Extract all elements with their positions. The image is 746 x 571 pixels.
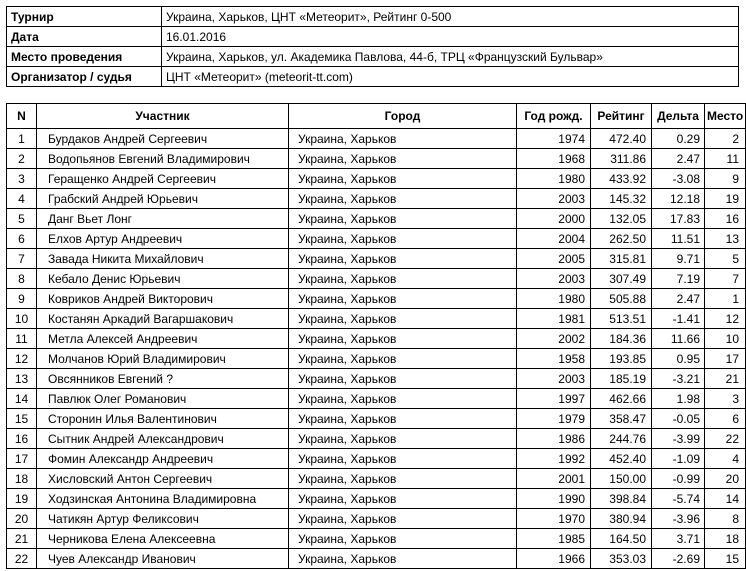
cell-place: 1 bbox=[705, 289, 746, 309]
cell-rating: 244.76 bbox=[591, 429, 652, 449]
cell-delta: 3.71 bbox=[652, 529, 705, 549]
cell-rating: 164.50 bbox=[591, 529, 652, 549]
info-row-organizer bbox=[7, 67, 739, 87]
cell-city: Украина, Харьков bbox=[289, 549, 517, 569]
table-row bbox=[7, 189, 746, 209]
cell-place: 11 bbox=[705, 149, 746, 169]
venue-value: Украина, Харьков, ул. Академика Павлова, 44-б, ТРЦ «Французский Бульвар» bbox=[162, 47, 739, 67]
header-delta: Дельта bbox=[652, 104, 705, 129]
cell-birth-year: 2003 bbox=[517, 369, 591, 389]
cell-number: 1 bbox=[7, 129, 37, 149]
cell-number: 21 bbox=[7, 529, 37, 549]
cell-birth-year: 2005 bbox=[517, 249, 591, 269]
cell-participant: Метла Алексей Андреевич bbox=[37, 329, 289, 349]
cell-number: 10 bbox=[7, 309, 37, 329]
table-row bbox=[7, 309, 746, 329]
cell-delta: -3.08 bbox=[652, 169, 705, 189]
cell-participant: Водопьянов Евгений Владимирович bbox=[37, 149, 289, 169]
cell-city: Украина, Харьков bbox=[289, 529, 517, 549]
table-row bbox=[7, 269, 746, 289]
info-row-date bbox=[7, 27, 739, 47]
cell-city: Украина, Харьков bbox=[289, 289, 517, 309]
table-row bbox=[7, 389, 746, 409]
cell-participant: Фомин Александр Андреевич bbox=[37, 449, 289, 469]
cell-number: 14 bbox=[7, 389, 37, 409]
date-value: 16.01.2016 bbox=[162, 27, 739, 47]
cell-birth-year: 1986 bbox=[517, 429, 591, 449]
cell-delta: 11.66 bbox=[652, 329, 705, 349]
cell-number: 20 bbox=[7, 509, 37, 529]
cell-place: 13 bbox=[705, 229, 746, 249]
table-row bbox=[7, 549, 746, 569]
cell-delta: -2.69 bbox=[652, 549, 705, 569]
cell-city: Украина, Харьков bbox=[289, 269, 517, 289]
cell-delta: -5.74 bbox=[652, 489, 705, 509]
cell-rating: 132.05 bbox=[591, 209, 652, 229]
cell-delta: -3.99 bbox=[652, 429, 705, 449]
cell-number: 4 bbox=[7, 189, 37, 209]
cell-participant: Сторонин Илья Валентинович bbox=[37, 409, 289, 429]
cell-participant: Молчанов Юрий Владимирович bbox=[37, 349, 289, 369]
cell-birth-year: 1997 bbox=[517, 389, 591, 409]
cell-rating: 380.94 bbox=[591, 509, 652, 529]
cell-participant: Елхов Артур Андреевич bbox=[37, 229, 289, 249]
cell-birth-year: 1966 bbox=[517, 549, 591, 569]
cell-birth-year: 1990 bbox=[517, 489, 591, 509]
table-row bbox=[7, 149, 746, 169]
cell-participant: Завада Никита Михайлович bbox=[37, 249, 289, 269]
cell-birth-year: 1992 bbox=[517, 449, 591, 469]
table-row bbox=[7, 329, 746, 349]
cell-place: 5 bbox=[705, 249, 746, 269]
cell-city: Украина, Харьков bbox=[289, 189, 517, 209]
cell-city: Украина, Харьков bbox=[289, 489, 517, 509]
table-row bbox=[7, 169, 746, 189]
results-header-row bbox=[7, 104, 746, 129]
cell-place: 21 bbox=[705, 369, 746, 389]
cell-rating: 185.19 bbox=[591, 369, 652, 389]
tournament-info-table bbox=[6, 6, 739, 87]
cell-delta: 0.95 bbox=[652, 349, 705, 369]
cell-place: 4 bbox=[705, 449, 746, 469]
organizer-label: Организатор / судья bbox=[7, 67, 162, 87]
cell-delta: 0.29 bbox=[652, 129, 705, 149]
cell-birth-year: 2002 bbox=[517, 329, 591, 349]
cell-participant: Чуев Александр Иванович bbox=[37, 549, 289, 569]
cell-place: 16 bbox=[705, 209, 746, 229]
cell-rating: 184.36 bbox=[591, 329, 652, 349]
cell-city: Украина, Харьков bbox=[289, 409, 517, 429]
cell-city: Украина, Харьков bbox=[289, 429, 517, 449]
cell-place: 12 bbox=[705, 309, 746, 329]
cell-number: 12 bbox=[7, 349, 37, 369]
table-row bbox=[7, 409, 746, 429]
cell-delta: 2.47 bbox=[652, 289, 705, 309]
cell-participant: Геращенко Андрей Сергеевич bbox=[37, 169, 289, 189]
cell-city: Украина, Харьков bbox=[289, 389, 517, 409]
cell-number: 19 bbox=[7, 489, 37, 509]
cell-rating: 315.81 bbox=[591, 249, 652, 269]
results-body bbox=[7, 129, 746, 569]
cell-rating: 462.66 bbox=[591, 389, 652, 409]
tournament-value: Украина, Харьков, ЦНТ «Метеорит», Рейтинг 0-500 bbox=[162, 7, 739, 27]
header-city: Город bbox=[289, 104, 517, 129]
cell-rating: 452.40 bbox=[591, 449, 652, 469]
cell-participant: Овсянников Евгений ? bbox=[37, 369, 289, 389]
cell-city: Украина, Харьков bbox=[289, 129, 517, 149]
cell-place: 9 bbox=[705, 169, 746, 189]
cell-place: 19 bbox=[705, 189, 746, 209]
table-row bbox=[7, 489, 746, 509]
cell-rating: 311.86 bbox=[591, 149, 652, 169]
cell-city: Украина, Харьков bbox=[289, 509, 517, 529]
table-row bbox=[7, 449, 746, 469]
cell-birth-year: 1970 bbox=[517, 509, 591, 529]
organizer-value: ЦНТ «Метеорит» (meteorit-tt.com) bbox=[162, 67, 739, 87]
cell-participant: Ходзинская Антонина Владимировна bbox=[37, 489, 289, 509]
cell-delta: 9.71 bbox=[652, 249, 705, 269]
cell-city: Украина, Харьков bbox=[289, 169, 517, 189]
cell-delta: 1.98 bbox=[652, 389, 705, 409]
cell-place: 8 bbox=[705, 509, 746, 529]
cell-rating: 505.88 bbox=[591, 289, 652, 309]
date-label: Дата bbox=[7, 27, 162, 47]
header-birth-year: Год рожд. bbox=[517, 104, 591, 129]
header-n: N bbox=[7, 104, 37, 129]
cell-birth-year: 2004 bbox=[517, 229, 591, 249]
cell-delta: -3.21 bbox=[652, 369, 705, 389]
cell-birth-year: 2001 bbox=[517, 469, 591, 489]
cell-number: 5 bbox=[7, 209, 37, 229]
cell-number: 13 bbox=[7, 369, 37, 389]
cell-rating: 150.00 bbox=[591, 469, 652, 489]
cell-birth-year: 1985 bbox=[517, 529, 591, 549]
tournament-label: Турнир bbox=[7, 7, 162, 27]
cell-delta: 17.83 bbox=[652, 209, 705, 229]
cell-delta: 12.18 bbox=[652, 189, 705, 209]
cell-delta: 2.47 bbox=[652, 149, 705, 169]
cell-place: 6 bbox=[705, 409, 746, 429]
cell-birth-year: 1968 bbox=[517, 149, 591, 169]
cell-city: Украина, Харьков bbox=[289, 329, 517, 349]
table-row bbox=[7, 369, 746, 389]
table-row bbox=[7, 229, 746, 249]
cell-place: 20 bbox=[705, 469, 746, 489]
table-row bbox=[7, 529, 746, 549]
cell-participant: Черникова Елена Алексеевна bbox=[37, 529, 289, 549]
cell-place: 17 bbox=[705, 349, 746, 369]
cell-place: 3 bbox=[705, 389, 746, 409]
cell-number: 2 bbox=[7, 149, 37, 169]
cell-rating: 307.49 bbox=[591, 269, 652, 289]
table-row bbox=[7, 349, 746, 369]
cell-place: 14 bbox=[705, 489, 746, 509]
cell-birth-year: 1958 bbox=[517, 349, 591, 369]
cell-number: 16 bbox=[7, 429, 37, 449]
info-row-venue bbox=[7, 47, 739, 67]
header-rating: Рейтинг bbox=[591, 104, 652, 129]
cell-place: 10 bbox=[705, 329, 746, 349]
cell-participant: Кебало Денис Юрьевич bbox=[37, 269, 289, 289]
cell-place: 22 bbox=[705, 429, 746, 449]
cell-birth-year: 1979 bbox=[517, 409, 591, 429]
cell-place: 15 bbox=[705, 549, 746, 569]
cell-participant: Ковриков Андрей Викторович bbox=[37, 289, 289, 309]
cell-number: 11 bbox=[7, 329, 37, 349]
cell-place: 18 bbox=[705, 529, 746, 549]
cell-city: Украина, Харьков bbox=[289, 449, 517, 469]
cell-rating: 472.40 bbox=[591, 129, 652, 149]
cell-participant: Данг Вьет Лонг bbox=[37, 209, 289, 229]
cell-city: Украина, Харьков bbox=[289, 209, 517, 229]
cell-delta: -0.05 bbox=[652, 409, 705, 429]
cell-delta: -3.96 bbox=[652, 509, 705, 529]
cell-delta: 7.19 bbox=[652, 269, 705, 289]
cell-participant: Грабский Андрей Юрьевич bbox=[37, 189, 289, 209]
cell-city: Украина, Харьков bbox=[289, 349, 517, 369]
cell-birth-year: 1980 bbox=[517, 289, 591, 309]
table-row bbox=[7, 129, 746, 149]
cell-participant: Хисловский Антон Сергеевич bbox=[37, 469, 289, 489]
cell-delta: 11.51 bbox=[652, 229, 705, 249]
cell-participant: Павлюк Олег Романович bbox=[37, 389, 289, 409]
cell-participant: Бурдаков Андрей Сергеевич bbox=[37, 129, 289, 149]
cell-rating: 398.84 bbox=[591, 489, 652, 509]
cell-birth-year: 2003 bbox=[517, 189, 591, 209]
cell-rating: 262.50 bbox=[591, 229, 652, 249]
cell-number: 15 bbox=[7, 409, 37, 429]
cell-birth-year: 1981 bbox=[517, 309, 591, 329]
cell-rating: 358.47 bbox=[591, 409, 652, 429]
cell-birth-year: 1980 bbox=[517, 169, 591, 189]
cell-delta: -1.09 bbox=[652, 449, 705, 469]
cell-number: 3 bbox=[7, 169, 37, 189]
cell-rating: 513.51 bbox=[591, 309, 652, 329]
venue-label: Место проведения bbox=[7, 47, 162, 67]
cell-number: 18 bbox=[7, 469, 37, 489]
cell-number: 7 bbox=[7, 249, 37, 269]
table-row bbox=[7, 249, 746, 269]
cell-place: 7 bbox=[705, 269, 746, 289]
cell-number: 6 bbox=[7, 229, 37, 249]
cell-number: 8 bbox=[7, 269, 37, 289]
table-row bbox=[7, 209, 746, 229]
cell-delta: -1.41 bbox=[652, 309, 705, 329]
cell-number: 17 bbox=[7, 449, 37, 469]
header-participant: Участник bbox=[37, 104, 289, 129]
cell-birth-year: 2003 bbox=[517, 269, 591, 289]
cell-birth-year: 1974 bbox=[517, 129, 591, 149]
cell-number: 22 bbox=[7, 549, 37, 569]
cell-city: Украина, Харьков bbox=[289, 369, 517, 389]
cell-rating: 353.03 bbox=[591, 549, 652, 569]
cell-delta: -0.99 bbox=[652, 469, 705, 489]
table-row bbox=[7, 469, 746, 489]
cell-city: Украина, Харьков bbox=[289, 149, 517, 169]
cell-birth-year: 2000 bbox=[517, 209, 591, 229]
cell-number: 9 bbox=[7, 289, 37, 309]
cell-participant: Костанян Аркадий Вагаршакович bbox=[37, 309, 289, 329]
cell-rating: 433.92 bbox=[591, 169, 652, 189]
header-place: Место bbox=[705, 104, 746, 129]
info-row-tournament bbox=[7, 7, 739, 27]
cell-place: 2 bbox=[705, 129, 746, 149]
cell-rating: 145.32 bbox=[591, 189, 652, 209]
cell-city: Украина, Харьков bbox=[289, 469, 517, 489]
cell-city: Украина, Харьков bbox=[289, 229, 517, 249]
cell-city: Украина, Харьков bbox=[289, 309, 517, 329]
cell-city: Украина, Харьков bbox=[289, 249, 517, 269]
table-row bbox=[7, 289, 746, 309]
cell-participant: Чатикян Артур Феликсович bbox=[37, 509, 289, 529]
cell-rating: 193.85 bbox=[591, 349, 652, 369]
cell-participant: Сытник Андрей Александрович bbox=[37, 429, 289, 449]
table-row bbox=[7, 429, 746, 449]
results-table bbox=[6, 103, 746, 569]
table-row bbox=[7, 509, 746, 529]
